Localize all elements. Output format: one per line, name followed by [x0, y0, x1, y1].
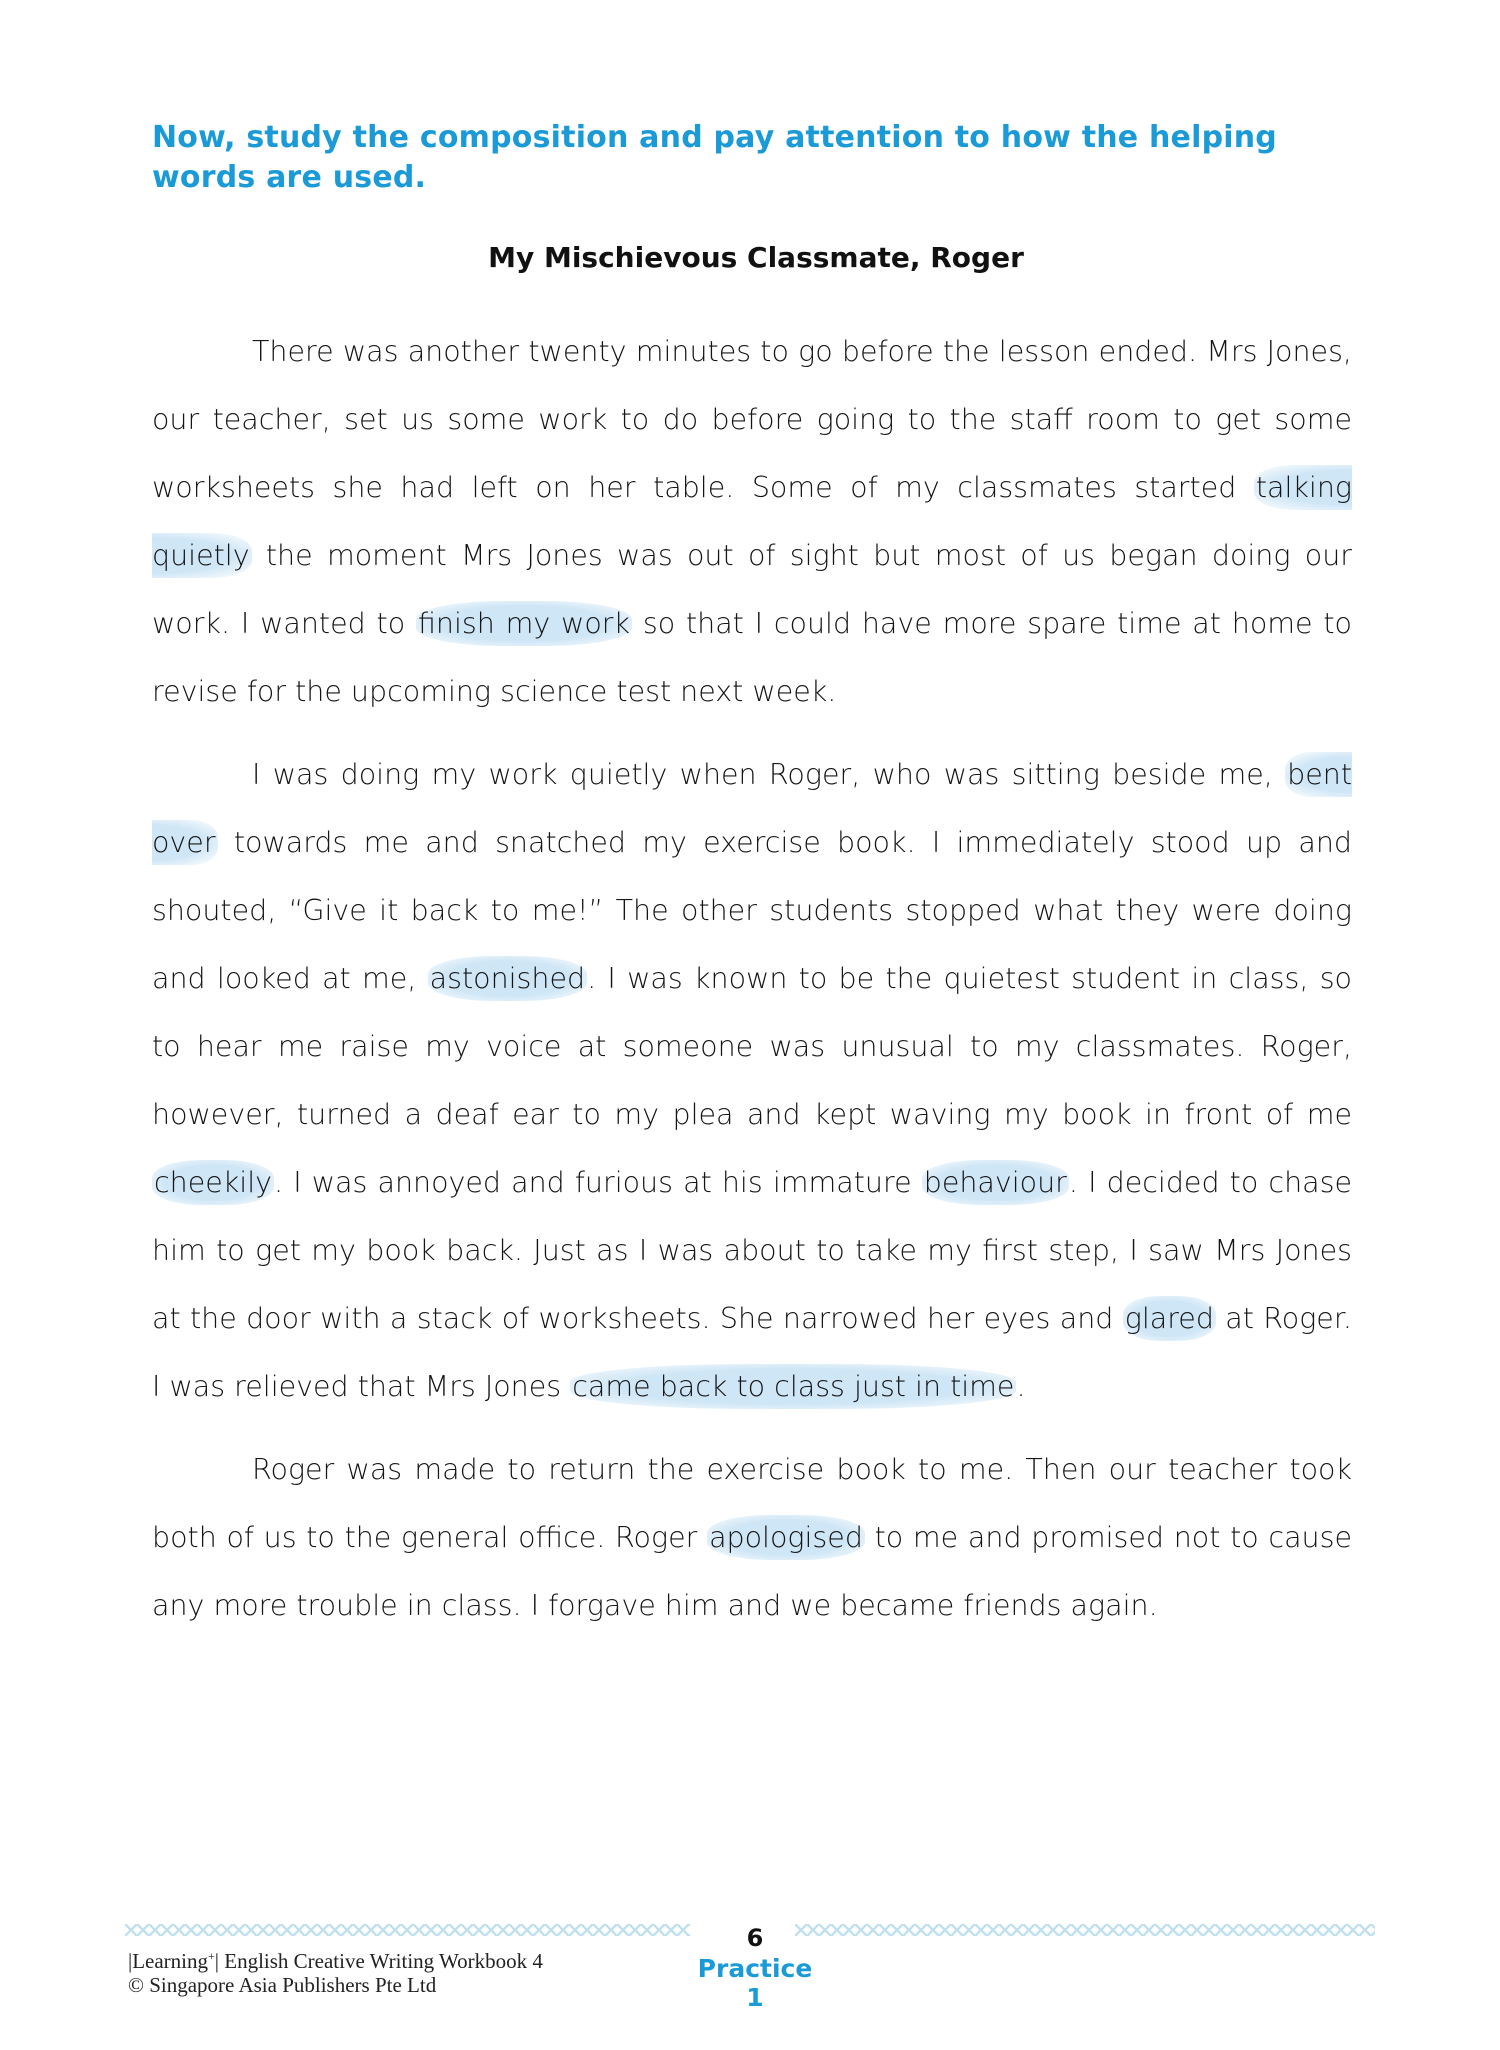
text-segment: . I was known to be the quietest student in class, so to hear me raise my voice at someone was unusual to my classmates. Roger, however, turned a deaf ear to my plea and kept waving my book in front of me [152, 962, 1352, 1131]
highlighted-phrase: apologised [707, 1515, 865, 1560]
text-segment: the moment Mrs Jones was out of sight but most of us began doing our work. I wanted to [152, 539, 1352, 640]
paragraph-1 [152, 318, 1352, 726]
text-segment: so that I could have more spare time at home to revise for the upcoming science test next week. [152, 607, 1352, 708]
highlighted-phrase: talking quietly [152, 465, 1352, 578]
highlighted-phrase: cheekily [152, 1160, 274, 1205]
highlighted-phrase: glared [1123, 1296, 1216, 1341]
text-segment: There was another twenty minutes to go before the lesson ended. Mrs Jones, our teacher, set us some work to do before going to the staff room to get some worksheets she had left on her table. Some of my classmates started [152, 335, 1352, 504]
highlighted-phrase: astonished [428, 956, 587, 1001]
highlighted-phrase: bent over [152, 752, 1352, 865]
book-title [128, 1944, 688, 1973]
text-segment: . I was annoyed and furious at his immature [274, 1166, 922, 1199]
paragraph-2 [152, 741, 1352, 1421]
composition-body [152, 318, 1352, 1655]
decorative-border-right [795, 1924, 1375, 1936]
book-title-prefix: |Learning [128, 1949, 209, 1973]
text-segment: . I decided to chase him to get my book back. Just as I was about to take my first step, I saw Mrs Jones at the door with a stack of worksheets. She narrowed her eyes and [152, 1166, 1352, 1335]
text-segment: towards me and snatched my exercise book. I immediately stood up and shouted, “Give it back to me!” The other students stopped what they were doing and looked at me, [152, 826, 1352, 995]
decorative-border-left [125, 1924, 690, 1936]
paragraph-3 [152, 1436, 1352, 1640]
highlighted-phrase: finish my work [416, 601, 632, 646]
copyright-text: © Singapore Asia Publishers Pte Ltd [128, 1973, 437, 1997]
book-title-suffix: | English Creative Writing Workbook 4 [214, 1949, 543, 1973]
text-segment: to me and promised not to cause any more trouble in class. I forgave him and we became friends again. [152, 1521, 1352, 1622]
text-segment: Roger was made to return the exercise book to me. Then our teacher took both of us to the general office. Roger [152, 1453, 1352, 1554]
composition-title: My Mischievous Classmate, Roger [488, 241, 1024, 274]
publisher-info [128, 1944, 688, 1997]
highlighted-phrase: behaviour [922, 1160, 1069, 1205]
text-segment: I was doing my work quietly when Roger, who was sitting beside me, [252, 758, 1286, 791]
section-label: Practice 1 [697, 1954, 813, 2012]
highlighted-phrase: came back to class just in time [570, 1364, 1016, 1409]
page-number: 6 [746, 1924, 764, 1952]
instruction-text: Now, study the composition and pay attention to how the helping words are used. [152, 120, 1277, 195]
text-segment: . [1016, 1370, 1026, 1403]
text-segment: at Roger. I was relieved that Mrs Jones [152, 1302, 1352, 1403]
book-title-sup: + [208, 1949, 215, 1963]
